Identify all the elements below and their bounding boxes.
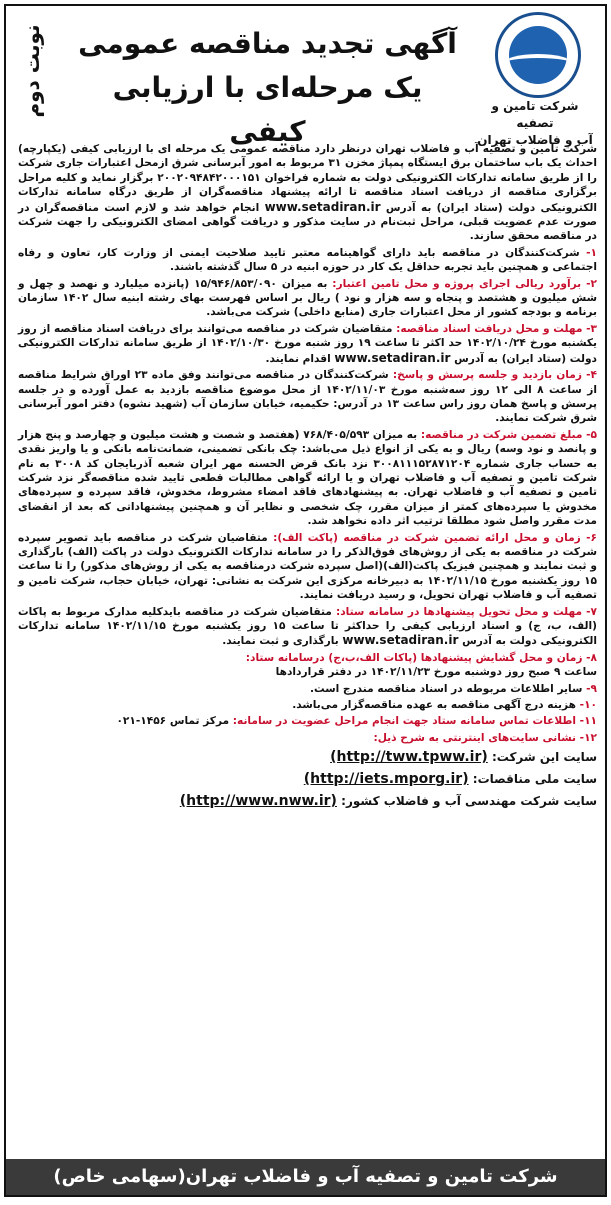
item-12-label: ۱۲- نشانی سایت‌های اینترنتی به شرح ذیل: xyxy=(373,731,597,744)
item-1-text: شرکت‌کنندگان در مناقصه باید دارای گواهینامه معتبر تایید صلاحیت ایمنی از وزارت کار، تعاون و رفاه اجتماعی و همچنین باید تجربه حداقل یک کار در حوزه ابنیه در ۵ سال گذشته باشند. xyxy=(18,246,597,274)
intro-text-after: انجام خواهد شد و لازم است مناقصه‌گران در صورت عدم عضویت قبلی، مراحل ثبت‌نام در سایت مذکور و دریافت گواهی امضای الکترونیکی را جهت شرکت در مناقصه محقق سازند. xyxy=(18,201,597,243)
intro-text: شرکت تامین و تصفیه آب و فاضلاب تهران درنظر دارد مناقصه عمومی یک مرحله ای با ارزیابی کیفی (یکپارچه) احداث یک باب ساختمان برق ایستگاه پمپاژ مخزن ۳۱ مربوط به امور آبرسانی شرق ازمحل اعتبارات جاری شرکت را از طریق سامانه تدارکات الکترونیکی دولت به شماره فراخوان ۲۰۰۲۰۹۴۸۴۲۰۰۰۱۵۱ برگزار نماید و کلیه مراحل برگزاری مناقصه از دریافت اسناد مناقصه تا ارائه پیشنهاد مناقصه‌گران از طریق درگاه سامانه تدارکات الکترونیکی دولت (ستاد ایران) به آدرس xyxy=(18,143,597,214)
item-8 xyxy=(18,651,597,680)
notice-title-line1: آگهی تجدید مناقصه عمومی xyxy=(78,27,457,60)
item-12 xyxy=(18,731,597,745)
site-engineering-label: سایت شرکت مهندسی آب و فاضلاب کشور: xyxy=(341,794,597,809)
item-4-label: ۴- زمان بازدید و جلسه پرسش و پاسخ: xyxy=(392,369,597,382)
item-11-label: ۱۱- اطلاعات تماس سامانه ستاد جهت انجام مراحل عضویت در سامانه: xyxy=(232,715,597,728)
item-4 xyxy=(18,368,597,426)
second-round-label: نوبت دوم xyxy=(20,24,44,118)
item-6 xyxy=(18,531,597,603)
notice-title-line2: یک مرحله‌ای با ارزیابی کیفی xyxy=(112,71,423,148)
company-logo xyxy=(495,12,581,98)
site-company-link[interactable]: (http://tww.tpww.ir) xyxy=(330,749,488,766)
item-4-text: شرکت‌کنندگان در مناقصه می‌توانند وفق ماده ۲۳ اوراق شرایط مناقصه از ساعت ۸ الی ۱۲ روز سه‌شنبه مورخ ۱۴۰۲/۱۱/۰۳ از محل موضوع مناقصه بازدید به عمل آورده و در جلسه پرسش و پاسخ همان روز راس ساعت ۱۳ در آدرس: حکیمیه، خیابان سازمان آب (شهید نشوه) دفتر امور آبرسانی شرق شرکت نمایند. xyxy=(18,369,597,425)
item-9-text: سایر اطلاعات مربوطه در اسناد مناقصه مندرج است. xyxy=(309,682,583,695)
item-11 xyxy=(18,714,597,728)
notice-body xyxy=(18,142,597,813)
intro-paragraph xyxy=(18,142,597,244)
company-name-line1: شرکت تامین و تصفیه xyxy=(491,99,579,130)
item-8-text: ساعت ۹ صبح روز دوشنبه مورخ ۱۴۰۲/۱۱/۲۳ در دفتر قراردادها xyxy=(275,666,597,679)
site-line-company xyxy=(18,747,597,767)
setadiran-link[interactable]: www.setadiran.ir xyxy=(264,199,381,214)
item-9-label: ۹- xyxy=(582,682,597,695)
site-engineering-link[interactable]: (http://www.nww.ir) xyxy=(179,793,337,810)
item-7-setadiran-link[interactable]: www.setadiran.ir xyxy=(342,633,459,648)
water-drop-icon xyxy=(509,26,567,84)
item-11-text: مرکز تماس ۱۴۵۶-۰۲۱ xyxy=(116,715,233,728)
item-3-text: متقاضیان شرکت در مناقصه می‌توانند برای دریافت اسناد مناقصه از روز یکشنبه مورخ ۱۴۰۲/۱۰/۲۴ حد اکثر تا ساعت ۱۹ روز شنبه مورخ ۱۴۰۲/۱۰/۳۰ از طریق سامانه تدارکات الکترونیکی دولت (ستاد ایران) به آدرس xyxy=(18,322,597,365)
tender-notice xyxy=(4,4,607,1197)
item-7-text-after: بارگذاری و ثبت نمایند. xyxy=(222,635,343,648)
site-tenders-link[interactable]: (http://iets.mporg.ir) xyxy=(303,771,469,788)
item-10-label: ۱۰- xyxy=(575,699,597,712)
site-line-tenders xyxy=(18,769,597,789)
footer-banner: شرکت تامین و تصفیه آب و فاضلاب تهران(سهامی خاص) xyxy=(6,1159,605,1195)
item-7-text: متقاضیان شرکت در مناقصه بایدکلیه مدارک مربوط به پاکات (الف، ب، ج) و اسناد ارزیابی کیفی را حداکثر تا ساعت ۱۵ روز یکشنبه مورخ ۱۴۰۲/۱۱/۱۵ سامانه تدارکات الکترونیکی دولت به آدرس xyxy=(18,605,597,648)
item-2-label: ۲- برآورد ریالی اجرای پروژه و محل تامین اعتبار: xyxy=(332,277,597,290)
site-company-label: سایت این شرکت: xyxy=(491,750,597,765)
item-7 xyxy=(18,605,597,649)
item-9 xyxy=(18,682,597,696)
item-8-label: ۸- زمان و محل گشایش پیشنهادها (پاکات الف،ب،ج) درسامانه ستاد: xyxy=(245,651,597,664)
site-tenders-label: سایت ملی مناقصات: xyxy=(472,772,597,787)
company-name-line2: آب و فاضلاب تهران xyxy=(477,133,593,147)
site-line-engineering xyxy=(18,791,597,811)
item-1-label: ۱- xyxy=(579,246,597,259)
item-3-text-after: اقدام نمایند. xyxy=(265,352,335,365)
item-2 xyxy=(18,277,597,320)
item-5-text: به میزان ۷۶۸/۴۰۵/۵۹۳ (هفتصد و شصت و هشت میلیون و چهارصد و پنج هزار و پانصد و نود وسه) ریال و به یکی از انواع ذیل می‌باشد: چک بانکی تضمینی، ضمانت‌نامه بانکی و یا واریز نقدی به حساب جاری شماره ۳۰۰۸۱۱۱۵۲۸۷۱۲۰۴ نزد بانک قرض الحسنه مهر ایران شعبه آذربایجان کد ۳۰۰۸ به نام شرکت تامین و تصفیه آب و فاضلاب تهران و یا ارائه گواهی مطالبات قطعی تایید شده مناقصه‌گر نزد شرکت تامین و تصفیه آب و فاضلاب تهران. به پیشنهادهای فاقد امضاء مشروط، مخدوش، فاقد سپرده و سپرده‌های مخدوش یا سپرده‌های کمتر از میزان مقرر، چک شخصی و نظایر آن و همچنین پیشنهاداتی که بعد از انقضای مدت مقرر واصل شود مطلقا ترتیب اثر داده نخواهد شد. xyxy=(18,428,597,528)
item-6-label: ۶- زمان و محل ارائه تضمین شرکت در مناقصه (پاکت الف): xyxy=(273,531,597,544)
item-3-setadiran-link[interactable]: www.setadiran.ir xyxy=(334,350,451,365)
notice-title xyxy=(70,22,465,154)
item-5-label: ۵- مبلغ تضمین شرکت در مناقصه: xyxy=(420,428,597,441)
notice-header xyxy=(6,6,605,148)
item-1 xyxy=(18,246,597,275)
item-2-text: به میزان ۱۵/۹۴۶/۸۵۳/۰۹۰ (پانزده میلیارد و نهصد و چهل و شش میلیون و هشتصد و پنجاه و سه هزار و نود ) ریال بر اساس فهرست بهای رشته ابنیه سال ۱۴۰۲ سازمان برنامه و بودجه کشور از محل اعتبارات جاری (منابع داخلی) شرکت می‌باشد. xyxy=(18,277,597,319)
item-7-label: ۷- مهلت و محل تحویل پیشنهادها در سامانه ستاد: xyxy=(335,605,597,618)
item-6-text: متقاضیان شرکت در مناقصه باید تصویر سپرده شرکت در مناقصه به یکی از روش‌های فوق‌الذکر را در سامانه تدارکات الکترونیک دولت در پاکت (الف) بارگذاری و ثبت نمایند و همچنین فیزیک پاکت(الف)(اصل سپرده شرکت درمناقصه به یکی از روش‌های مذکور) را تا ساعت ۱۵ روز یکشنبه مورخ ۱۴۰۲/۱۱/۱۵ به دبیرخانه مرکزی این شرکت به نشانی: تهران، خیابان حجاب، شرکت تامین و تصفیه آب و فاضلاب تهران تحویل، و رسید دریافت نمایند. xyxy=(18,531,597,602)
item-5 xyxy=(18,428,597,529)
item-3 xyxy=(18,322,597,366)
item-10-text: هزینه درج آگهی مناقصه به عهده مناقصه‌گزار می‌باشد. xyxy=(292,699,576,712)
item-10 xyxy=(18,698,597,712)
item-3-label: ۳- مهلت و محل دریافت اسناد مناقصه: xyxy=(396,322,597,335)
